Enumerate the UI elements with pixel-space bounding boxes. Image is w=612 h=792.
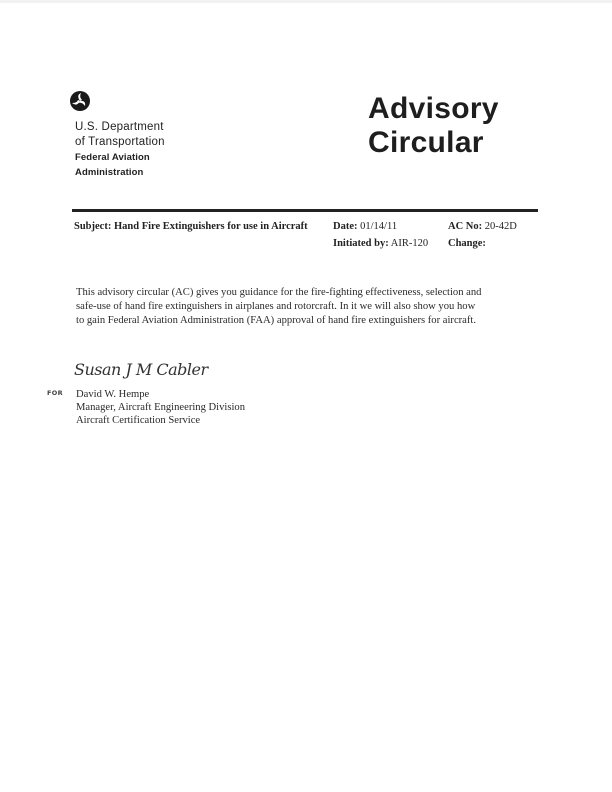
subject-label: Subject: <box>74 221 112 232</box>
initiated-value: AIR-120 <box>390 238 429 249</box>
for-mark: FOR <box>47 389 63 397</box>
acno-value: 20-42D <box>484 221 517 232</box>
title-line: Circular <box>368 126 484 159</box>
agency-line: of Transportation <box>75 136 165 148</box>
signer-block <box>76 388 245 427</box>
handwritten-signature: Susan J M Cabler <box>74 360 208 379</box>
page-top-edge <box>0 0 612 3</box>
subject-field <box>74 220 308 233</box>
signer-office: Aircraft Certification Service <box>76 415 201 426</box>
document-title <box>368 92 499 160</box>
subject-value: Hand Fire Extinguishers for use in Aircraft <box>113 221 308 232</box>
date-label: Date: <box>333 221 358 232</box>
body-line: to gain Federal Aviation Administration (FAA) approval of hand fire extinguishers for aircraft. <box>76 315 477 326</box>
ac-number-field <box>448 220 517 233</box>
change-field <box>448 237 486 250</box>
body-paragraph <box>76 286 546 328</box>
body-line: safe-use of hand fire extinguishers in airplanes and rotorcraft. In it we will also show you how <box>76 301 476 312</box>
agency-block <box>75 120 165 180</box>
signer-name: David W. Hempe <box>76 389 150 400</box>
dot-logo-icon <box>70 91 90 111</box>
date-field <box>333 220 397 233</box>
change-label: Change: <box>448 238 486 249</box>
sub-agency-line: Federal Aviation <box>75 152 150 163</box>
date-value: 01/14/11 <box>360 221 398 232</box>
acno-label: AC No: <box>448 221 483 232</box>
title-line: Advisory <box>368 92 499 125</box>
agency-line: U.S. Department <box>75 121 164 133</box>
body-line: This advisory circular (AC) gives you guidance for the fire-fighting effectiveness, selection and <box>76 287 482 298</box>
initiated-by-field <box>333 237 428 250</box>
initiated-label: Initiated by: <box>333 238 389 249</box>
sub-agency-line: Administration <box>75 167 144 178</box>
header-divider <box>72 209 538 212</box>
signer-title: Manager, Aircraft Engineering Division <box>76 402 246 413</box>
